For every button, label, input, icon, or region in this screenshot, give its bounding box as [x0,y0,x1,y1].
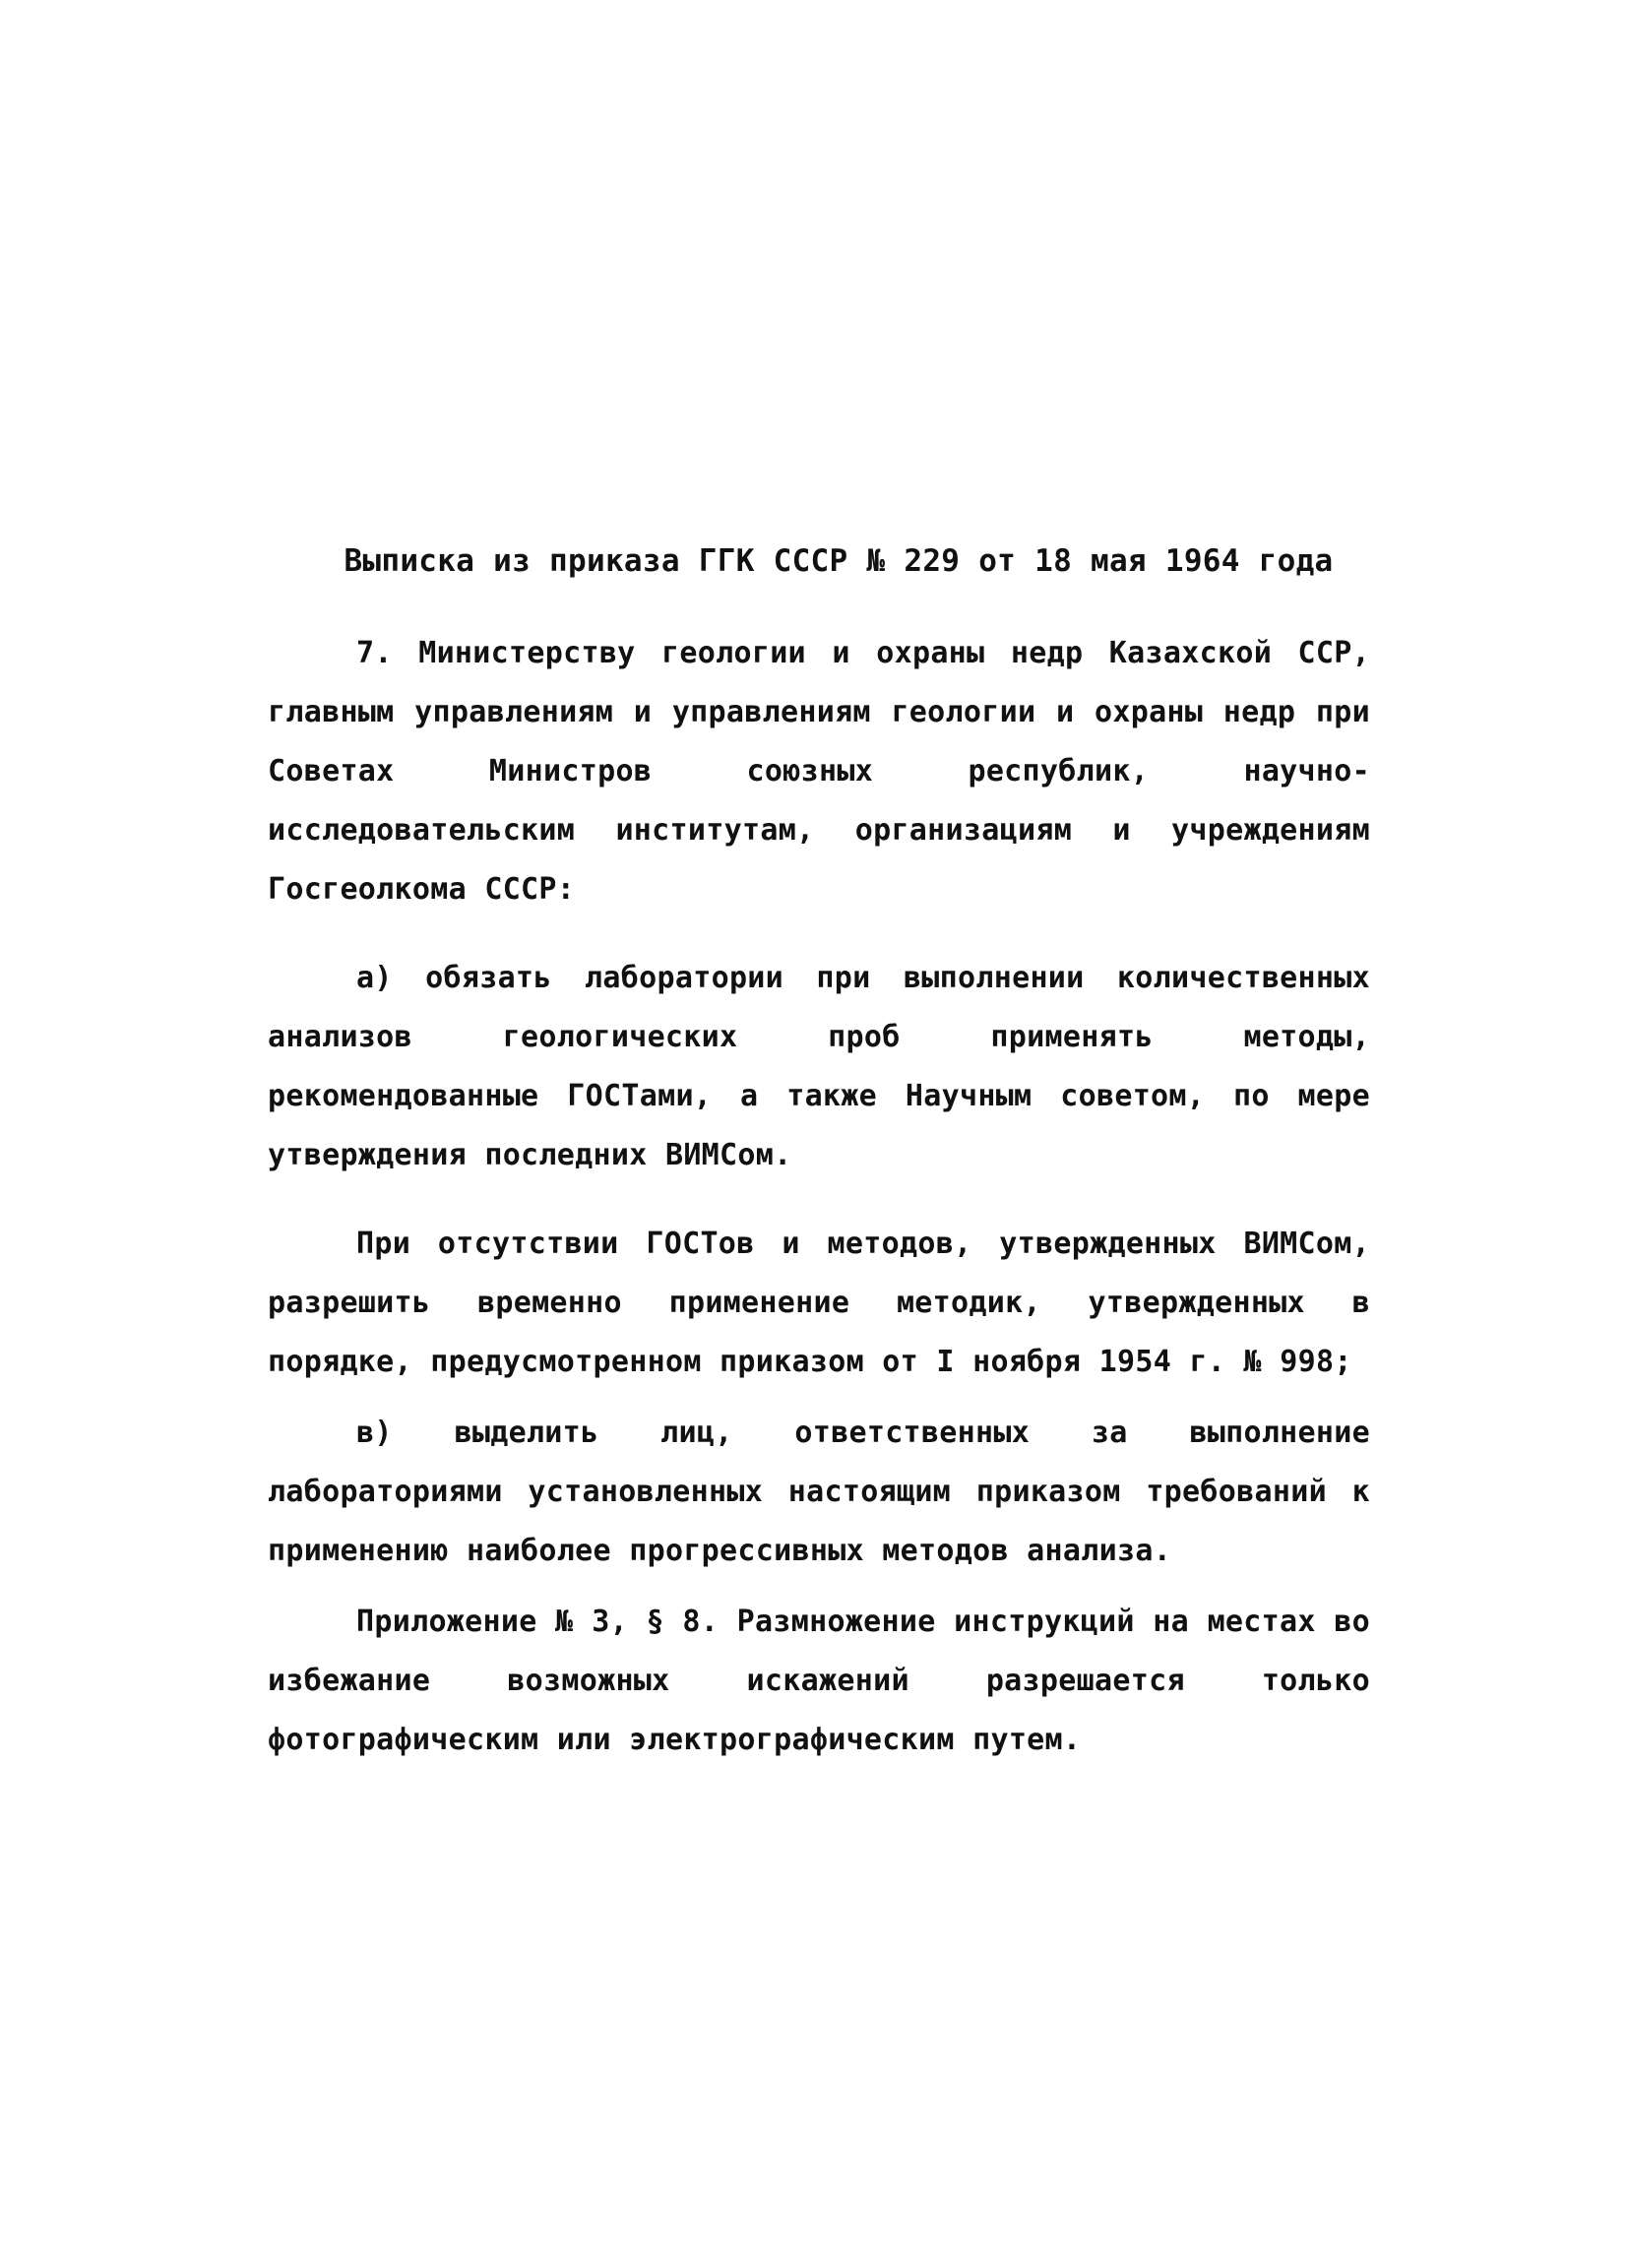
paragraph-appendix-3: Приложение № 3, § 8. Размножение инструкций на местах во избежание возможных искажений разрешается только фотографическим или электрографическим путем. [268,1605,1370,1757]
document-title: Выписка из приказа ГГК СССР № 229 от 18 мая 1964 года [344,543,1334,579]
paragraph-item-7: 7. Министерству геологии и охраны недр Казахской ССР, главным управлениям и управлениям геологии и охраны недр при Советах Министров союзных республик, научно-исследовательским институтам, организациям и учреждениям Госгеолкома СССР: [268,636,1370,907]
paragraph-subitem-v: в) выделить лиц, ответственных за выполнение лабораториями установленных настоящим приказом требований к применению наиболее прогрессивных методов анализа. [268,1416,1370,1568]
document-body [268,532,1370,1799]
paragraph-absence-of-gost: При отсутствии ГОСТов и методов, утвержденных ВИМСом, разрешить временно применение методик, утвержденных в порядке, предусмотренном приказом от I ноября 1954 г. № 998; [268,1227,1370,1379]
paragraph-subitem-a: а) обязать лаборатории при выполнении количественных анализов геологических проб применять методы, рекомендованные ГОСТами, а также Научным советом, по мере утверждения последних ВИМСом. [268,961,1370,1172]
